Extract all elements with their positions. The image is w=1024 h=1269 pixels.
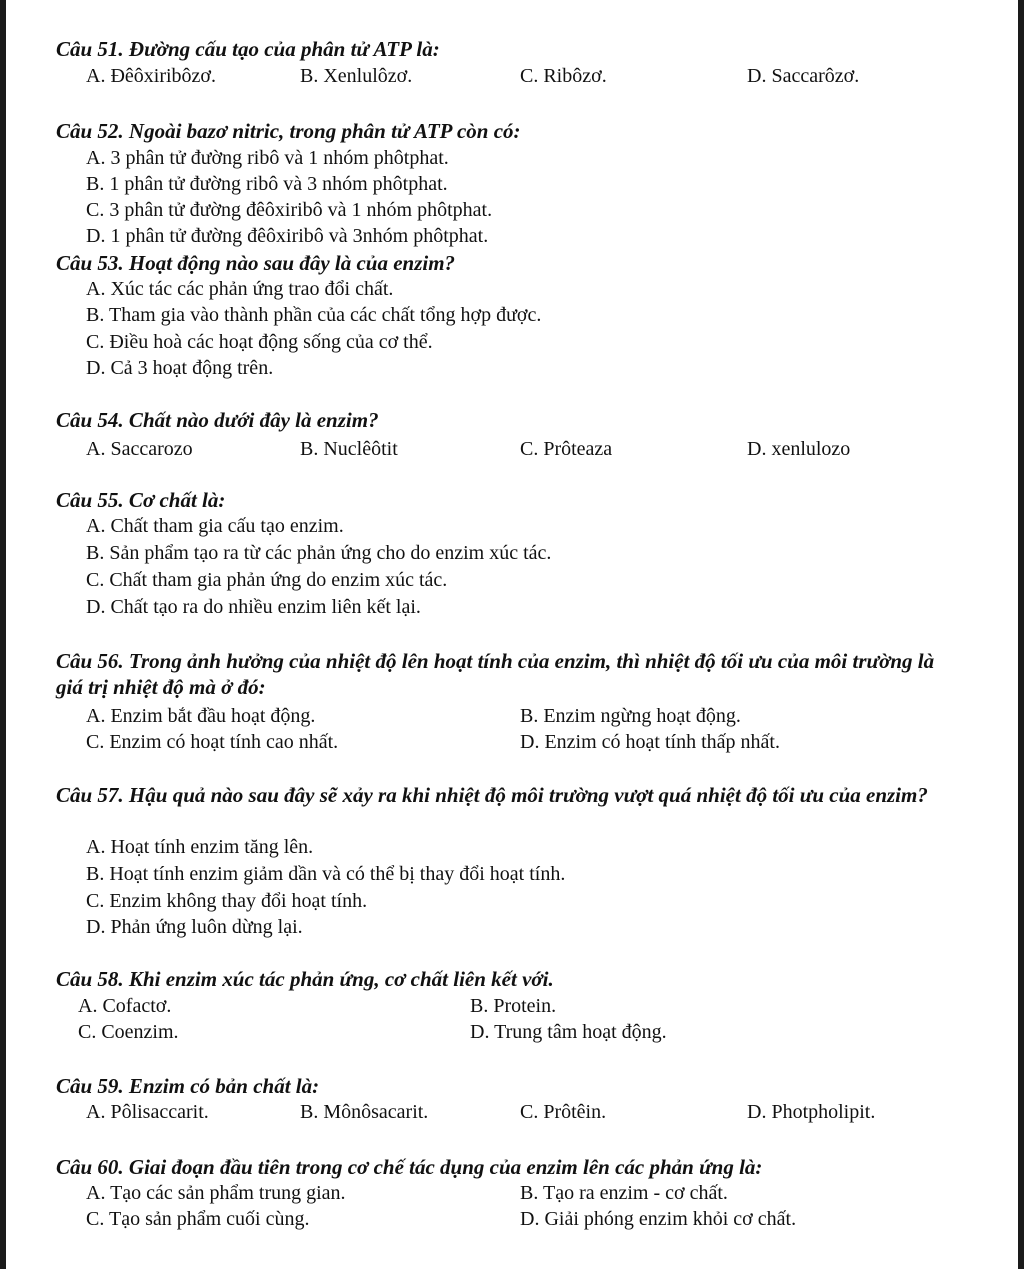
question-55-option-b: B. Sản phẩm tạo ra từ các phản ứng cho do enzim xúc tác.: [86, 542, 552, 564]
question-51-option-a: A. Đêôxiribôzơ.: [86, 65, 216, 87]
question-56-option-d: D. Enzim có hoạt tính thấp nhất.: [520, 731, 780, 753]
question-56-option-c: C. Enzim có hoạt tính cao nhất.: [86, 731, 339, 753]
question-60-option-b: B. Tạo ra enzim - cơ chất.: [520, 1182, 728, 1204]
question-55-option-a: A. Chất tham gia cấu tạo enzim.: [86, 515, 344, 537]
question-51-option-c: C. Ribôzơ.: [520, 65, 607, 87]
question-58-title: Câu 58. Khi enzim xúc tác phản ứng, cơ chất liên kết với.: [56, 967, 554, 991]
question-58-option-c: C. Coenzim.: [78, 1021, 179, 1043]
question-59-option-b: B. Mônôsacarit.: [300, 1101, 429, 1123]
question-56-option-b: B. Enzim ngừng hoạt động.: [520, 705, 741, 727]
question-53-option-d: D. Cả 3 hoạt động trên.: [86, 357, 274, 379]
question-53-title: Câu 53. Hoạt động nào sau đây là của enzim?: [56, 251, 456, 275]
question-57-option-a: A. Hoạt tính enzim tăng lên.: [86, 836, 314, 858]
question-54-option-c: C. Prôteaza: [520, 438, 613, 460]
question-53-option-b: B. Tham gia vào thành phần của các chất tổng hợp được.: [86, 304, 542, 326]
question-53-option-c: C. Điều hoà các hoạt động sống của cơ thể.: [86, 331, 433, 353]
question-58-option-d: D. Trung tâm hoạt động.: [470, 1021, 667, 1043]
question-59-option-d: D. Photpholipit.: [747, 1101, 876, 1123]
question-57-option-c: C. Enzim không thay đổi hoạt tính.: [86, 890, 368, 912]
question-57-option-d: D. Phản ứng luôn dừng lại.: [86, 916, 303, 938]
question-52-option-a: A. 3 phân tử đường ribô và 1 nhóm phôtphat.: [86, 147, 449, 169]
question-57-title: Câu 57. Hậu quả nào sau đây sẽ xảy ra khi nhiệt độ môi trường vượt quá nhiệt độ tối ưu của enzim?: [56, 783, 928, 807]
question-51-option-b: B. Xenlulôzơ.: [300, 65, 413, 87]
question-54-option-b: B. Nuclêôtit: [300, 438, 398, 460]
question-57-option-b: B. Hoạt tính enzim giảm dần và có thể bị thay đổi hoạt tính.: [86, 863, 566, 885]
question-56-title: Câu 56. Trong ảnh hưởng của nhiệt độ lên hoạt tính của enzim, thì nhiệt độ tối ưu của môi trường là giá trị nhiệt độ mà ở đó:: [56, 649, 935, 699]
question-55-option-c: C. Chất tham gia phản ứng do enzim xúc tác.: [86, 569, 448, 591]
question-55-title: Câu 55. Cơ chất là:: [56, 488, 226, 512]
question-55-option-d: D. Chất tạo ra do nhiều enzim liên kết lại.: [86, 596, 421, 618]
question-56-option-a: A. Enzim bắt đầu hoạt động.: [86, 705, 316, 727]
question-53-option-a: A. Xúc tác các phản ứng trao đổi chất.: [86, 278, 394, 300]
question-52-title: Câu 52. Ngoài bazơ nitric, trong phân tử ATP còn có:: [56, 119, 521, 143]
question-51-option-d: D. Saccarôzơ.: [747, 65, 860, 87]
question-60-option-a: A. Tạo các sản phẩm trung gian.: [86, 1182, 346, 1204]
question-52-option-b: B. 1 phân tử đường ribô và 3 nhóm phôtphat.: [86, 173, 448, 195]
question-54-option-a: A. Saccarozo: [86, 438, 193, 460]
question-59-option-a: A. Pôlisaccarit.: [86, 1101, 209, 1123]
question-52-option-c: C. 3 phân tử đường đêôxiribô và 1 nhóm phôtphat.: [86, 199, 493, 221]
question-54-title: Câu 54. Chất nào dưới đây là enzim?: [56, 408, 379, 432]
question-52-option-d: D. 1 phân tử đường đêôxiribô và 3nhóm phôtphat.: [86, 225, 489, 247]
question-58-option-b: B. Protein.: [470, 995, 557, 1017]
question-60-option-d: D. Giải phóng enzim khỏi cơ chất.: [520, 1208, 797, 1230]
question-60-option-c: C. Tạo sản phẩm cuối cùng.: [86, 1208, 310, 1230]
question-51-title: Câu 51. Đường cấu tạo của phân tử ATP là:: [56, 37, 440, 61]
question-58-option-a: A. Cofactơ.: [78, 995, 172, 1017]
question-54-option-d: D. xenlulozo: [747, 438, 851, 460]
question-60-title: Câu 60. Giai đoạn đầu tiên trong cơ chế tác dụng của enzim lên các phản ứng là:: [56, 1155, 763, 1179]
question-59-title: Câu 59. Enzim có bản chất là:: [56, 1074, 320, 1098]
question-59-option-c: C. Prôtêin.: [520, 1101, 607, 1123]
